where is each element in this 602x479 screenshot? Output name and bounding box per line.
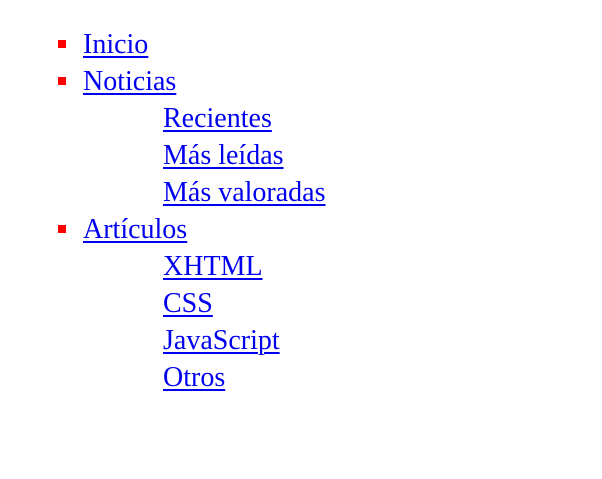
menu-item-inicio [0,26,326,63]
submenu-link-xhtml[interactable]: XHTML [163,251,263,282]
submenu-link-css[interactable]: CSS [163,288,213,319]
nav-menu [0,26,326,396]
submenu-item-mas-valoradas [0,174,326,211]
menu-link-articulos[interactable]: Artículos [83,214,188,245]
submenu-link-javascript[interactable]: JavaScript [163,325,280,356]
submenu-link-mas-leidas[interactable]: Más leídas [163,140,284,171]
submenu-link-recientes[interactable]: Recientes [163,103,272,134]
menu-link-inicio[interactable]: Inicio [83,29,149,60]
submenu-link-otros[interactable]: Otros [163,362,226,393]
submenu-item-recientes [0,100,326,137]
submenu-item-css [0,285,326,322]
menu-item-noticias [0,63,326,100]
square-bullet-icon [58,40,66,48]
submenu-item-mas-leidas [0,137,326,174]
submenu-item-xhtml [0,248,326,285]
menu-link-noticias[interactable]: Noticias [83,66,177,97]
submenu-item-javascript [0,322,326,359]
submenu-item-otros [0,359,326,396]
square-bullet-icon [58,225,66,233]
menu-item-articulos [0,211,326,248]
square-bullet-icon [58,77,66,85]
submenu-link-mas-valoradas[interactable]: Más valoradas [163,177,326,208]
